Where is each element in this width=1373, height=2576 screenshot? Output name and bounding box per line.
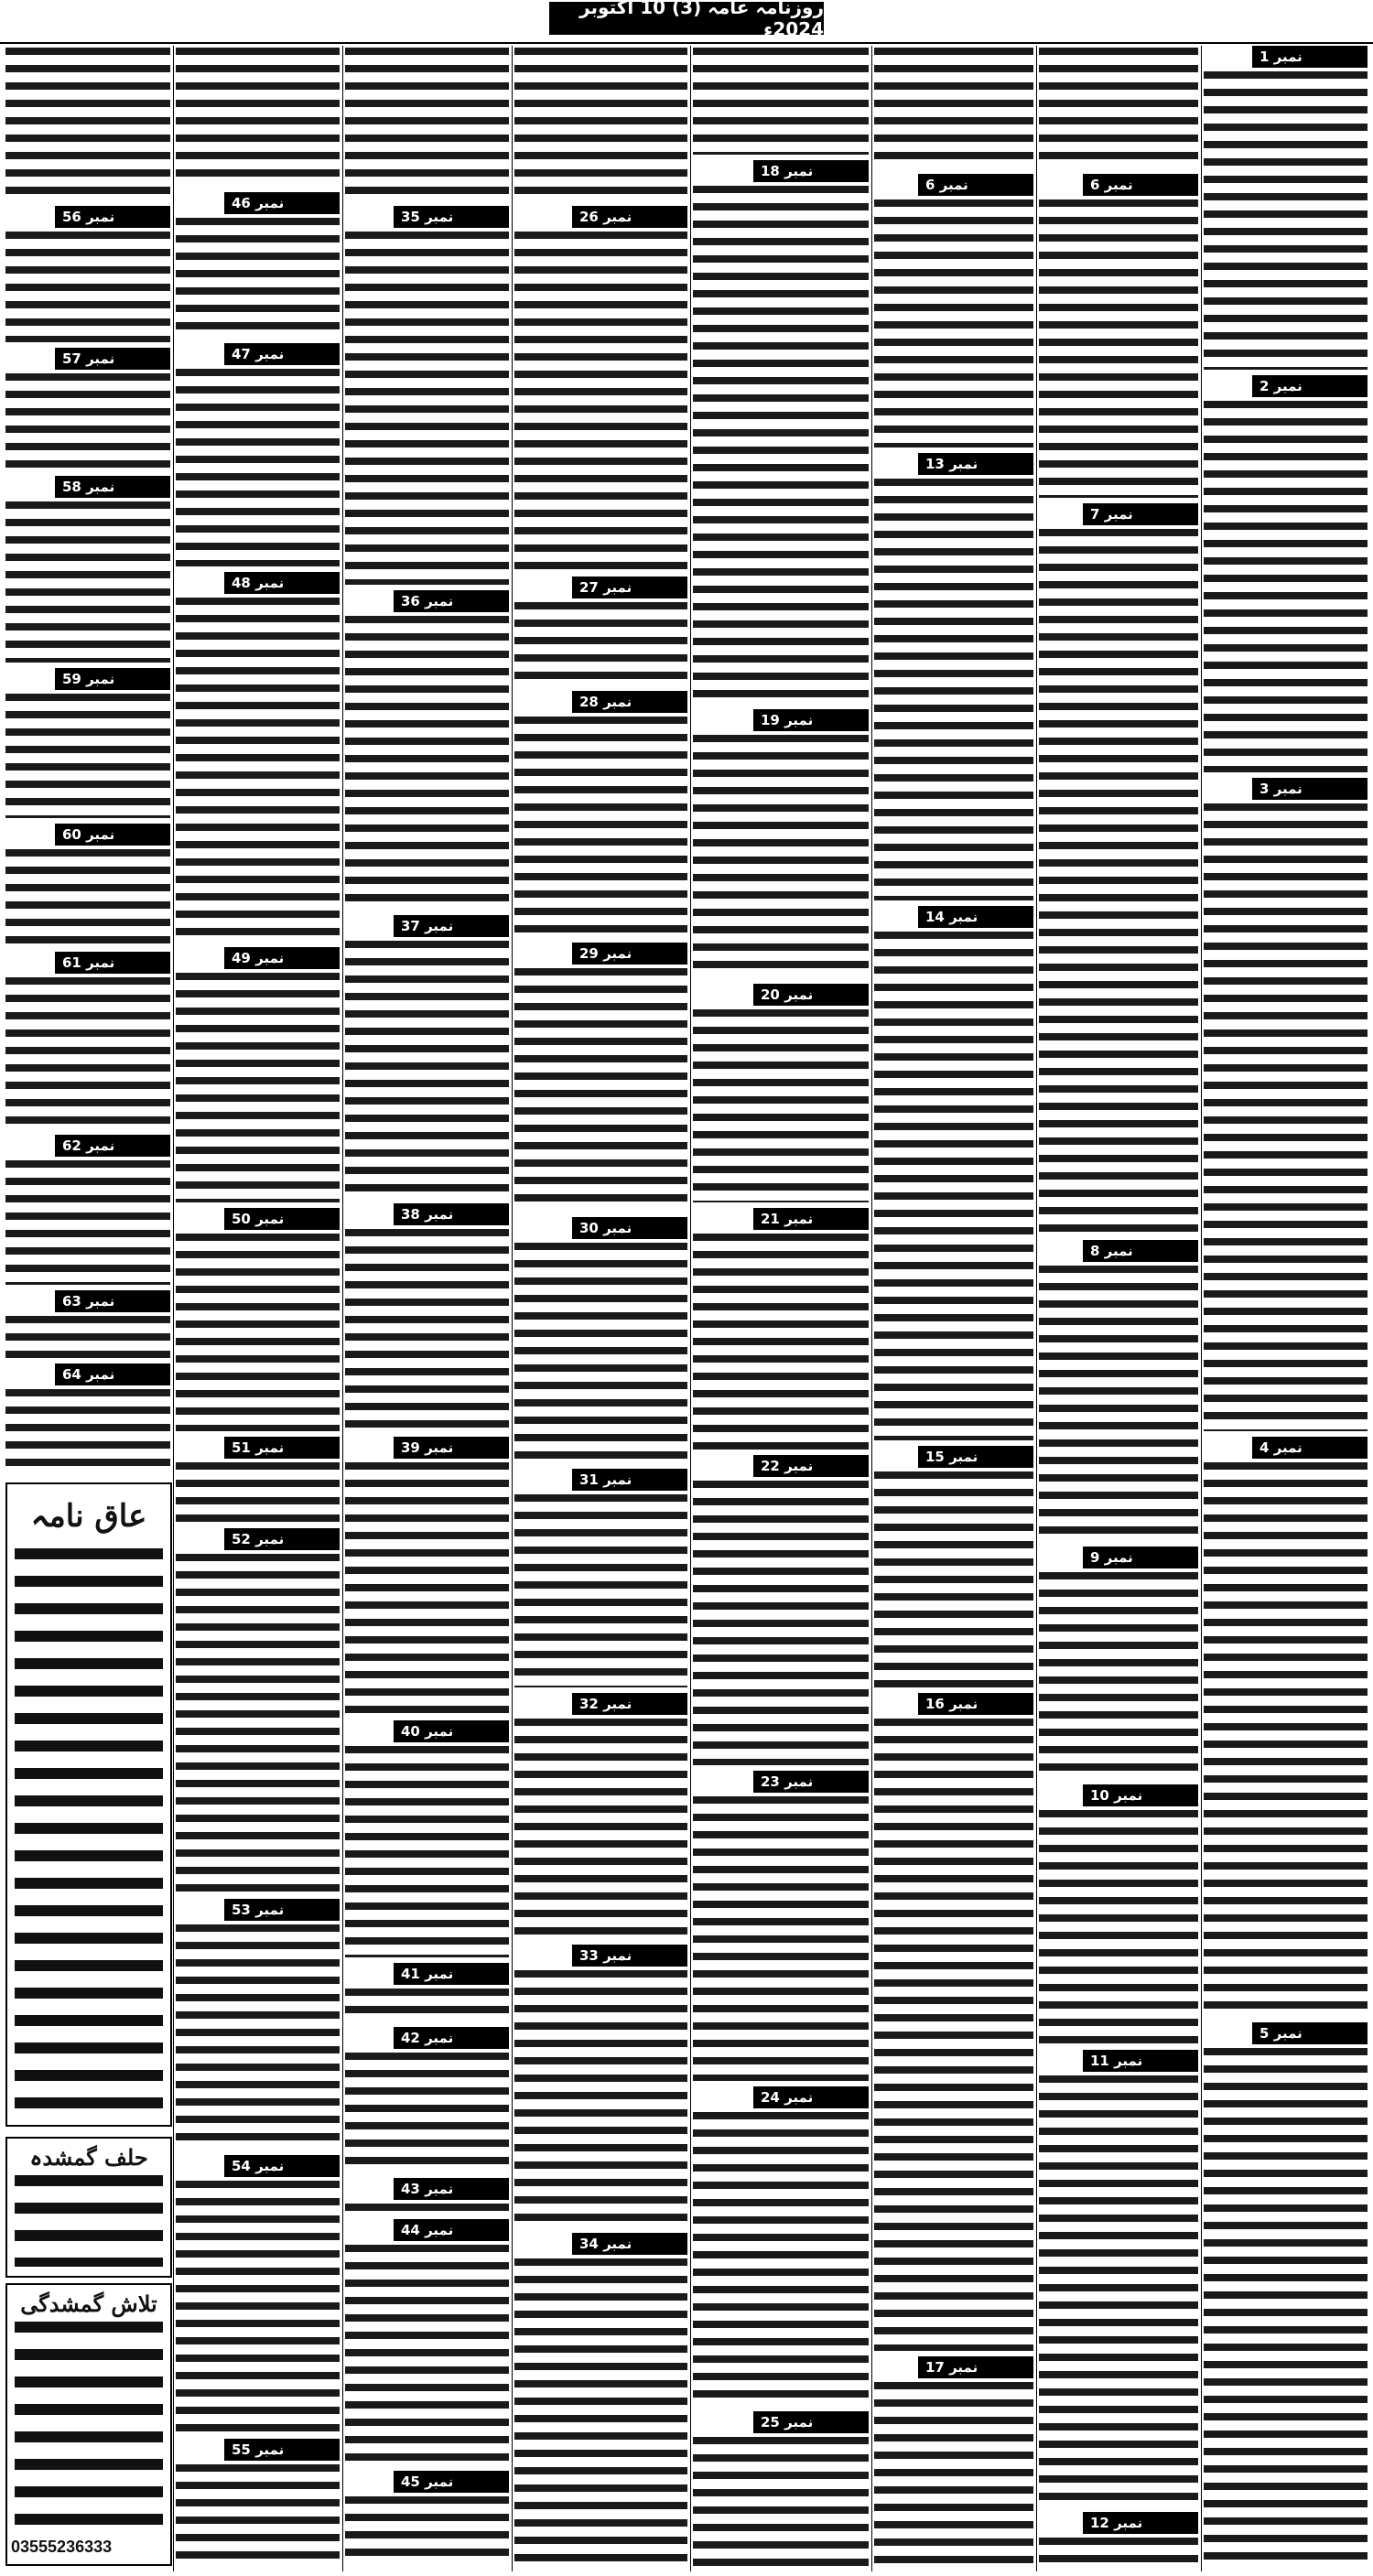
notice-body-lines <box>345 2245 509 2465</box>
notice-text-block <box>872 46 1035 174</box>
notice-number-label: نمبر 42 <box>394 2027 509 2049</box>
notice-body-lines <box>1204 71 1368 370</box>
notice-body-lines <box>514 232 687 571</box>
notice-number-label: نمبر 18 <box>753 160 869 182</box>
notice-number-label: نمبر 60 <box>55 824 170 846</box>
notice-text-block <box>343 46 511 206</box>
column-5 <box>513 46 689 2571</box>
notice-number-label: نمبر 51 <box>224 1437 340 1459</box>
notice-item <box>513 1217 689 1469</box>
notice-item <box>174 2155 341 2439</box>
notice-body-lines <box>345 2496 509 2566</box>
aaq-nama-box <box>5 1482 172 2127</box>
notice-item <box>872 1693 1035 2356</box>
notice-number-label: نمبر 43 <box>394 2178 509 2200</box>
notice-item <box>513 1469 689 1693</box>
notice-number-label: نمبر 52 <box>224 1528 340 1550</box>
notice-body-lines <box>514 2258 687 2566</box>
notice-body-lines <box>5 849 170 946</box>
notice-item <box>1037 503 1200 1240</box>
notice-number-label: نمبر 45 <box>394 2471 509 2493</box>
notice-number-label: نمبر 7 <box>1083 503 1198 525</box>
notice-body-lines <box>874 1471 1033 1687</box>
notice-item <box>513 1693 689 1945</box>
notice-body-lines <box>176 1554 340 1893</box>
notice-body-lines <box>345 2053 509 2172</box>
notice-number-label: نمبر 27 <box>572 577 687 598</box>
notice-number-label: نمبر 44 <box>394 2219 509 2241</box>
notice-number-label: نمبر 25 <box>753 2411 869 2433</box>
notice-item <box>4 952 172 1135</box>
aaq-nama-body <box>15 1548 163 2116</box>
column-rule <box>871 46 872 2571</box>
notice-item <box>872 1446 1035 1693</box>
notice-body-lines <box>1039 1572 1198 1779</box>
notice-item <box>691 1208 870 1455</box>
lost-notice-box <box>5 2137 172 2278</box>
lost-notice-body <box>15 2175 163 2267</box>
notice-item <box>343 2178 511 2219</box>
notice-number-label: نمبر 10 <box>1083 1784 1198 1806</box>
notice-body-lines <box>176 973 340 1202</box>
notice-number-label: نمبر 39 <box>394 1437 509 1459</box>
notice-item <box>343 915 511 1203</box>
notice-text-block <box>174 46 341 192</box>
notice-number-label: نمبر 28 <box>572 691 687 713</box>
notice-body-lines <box>874 2382 1033 2566</box>
column-rule <box>342 46 343 2571</box>
notice-number-label: نمبر 9 <box>1083 1547 1198 1568</box>
column-7 <box>174 46 341 2571</box>
notice-item <box>1202 2022 1369 2571</box>
notice-item <box>513 577 689 691</box>
notice-item <box>1037 2512 1200 2571</box>
notice-body-lines <box>345 232 509 585</box>
notice-body-lines <box>874 199 1033 447</box>
notice-body-lines <box>176 369 340 566</box>
notice-number-label: نمبر 2 <box>1252 375 1368 397</box>
missing-notice-title: تلاش گمشدگی <box>20 2290 157 2317</box>
notice-body-lines <box>176 48 340 187</box>
notice-number-label: نمبر 5 <box>1252 2022 1368 2044</box>
notice-number-label: نمبر 31 <box>572 1469 687 1491</box>
notice-item <box>513 691 689 943</box>
notice-item <box>343 2471 511 2571</box>
notice-body-lines <box>176 218 340 338</box>
notice-item <box>343 1437 511 1720</box>
notice-number-label: نمبر 1 <box>1252 46 1368 68</box>
notice-number-label: نمبر 50 <box>224 1208 340 1230</box>
notice-body-lines <box>693 48 869 155</box>
notice-number-label: نمبر 61 <box>55 952 170 974</box>
notice-body-lines <box>1039 2075 1198 2506</box>
notice-number-label: نمبر 6 <box>1083 174 1198 196</box>
masthead-bar <box>0 0 1373 44</box>
notice-body-lines <box>874 48 1033 168</box>
notice-body-lines <box>693 1234 869 1450</box>
notice-number-label: نمبر 64 <box>55 1363 170 1385</box>
notice-item <box>691 2411 870 2571</box>
notice-item <box>174 343 341 572</box>
notice-body-lines <box>514 968 687 1212</box>
notice-body-lines <box>874 932 1033 1440</box>
notice-item <box>691 984 870 1208</box>
notice-number-label: نمبر 40 <box>394 1720 509 1742</box>
notice-number-label: نمبر 32 <box>572 1693 687 1715</box>
notice-item <box>1037 174 1200 503</box>
notice-number-label: نمبر 48 <box>224 572 340 594</box>
notice-body-lines <box>5 1160 170 1285</box>
column-rule <box>1036 46 1037 2571</box>
notice-item <box>343 2219 511 2471</box>
notice-item <box>691 1455 870 1771</box>
notice-body-lines <box>345 1989 509 2021</box>
notice-item <box>343 1203 511 1437</box>
notice-number-label: نمبر 13 <box>918 453 1033 475</box>
notice-body-lines <box>514 602 687 685</box>
notice-text-block <box>4 46 172 206</box>
notice-body-lines <box>1204 401 1368 772</box>
notice-body-lines <box>5 501 170 663</box>
missing-notice-phone: 03555236333 <box>11 2538 113 2556</box>
notice-item <box>691 160 870 709</box>
notice-item <box>174 1528 341 1899</box>
notice-body-lines <box>1039 2538 1198 2566</box>
notice-item <box>1202 778 1369 1437</box>
notice-number-label: نمبر 30 <box>572 1217 687 1239</box>
notice-body-lines <box>345 1746 509 1957</box>
notice-body-lines <box>176 2181 340 2433</box>
notice-body-lines <box>176 1234 340 1431</box>
notice-item <box>1202 1437 1369 2022</box>
notice-number-label: نمبر 11 <box>1083 2050 1198 2072</box>
notice-body-lines <box>5 373 170 470</box>
notice-body-lines <box>5 232 170 342</box>
notice-number-label: نمبر 17 <box>918 2356 1033 2378</box>
notice-item <box>513 206 689 577</box>
notice-number-label: نمبر 63 <box>55 1290 170 1312</box>
notice-item <box>4 476 172 668</box>
notice-body-lines <box>1039 1266 1198 1541</box>
notice-body-lines <box>1039 48 1198 168</box>
notice-item <box>872 453 1035 906</box>
notice-number-label: نمبر 62 <box>55 1135 170 1157</box>
notice-number-label: نمبر 22 <box>753 1455 869 1477</box>
notice-item <box>872 906 1035 1446</box>
notice-item <box>174 1899 341 2155</box>
notice-item <box>343 590 511 915</box>
notice-body-lines <box>5 977 170 1129</box>
notice-item <box>1202 46 1369 375</box>
notice-body-lines <box>5 1316 170 1358</box>
notice-body-lines <box>5 48 170 200</box>
notice-body-lines <box>345 616 509 910</box>
column-rule <box>690 46 691 2571</box>
notice-body-lines <box>345 1462 509 1715</box>
missing-notice-body <box>15 2322 163 2531</box>
column-3 <box>872 46 1035 2571</box>
notice-item <box>1037 2050 1200 2512</box>
notice-text-block <box>691 46 870 160</box>
notice-body-lines <box>514 1494 687 1687</box>
notice-item <box>343 206 511 590</box>
notice-body-lines <box>514 48 687 200</box>
notice-number-label: نمبر 16 <box>918 1693 1033 1715</box>
notice-item <box>4 824 172 952</box>
notice-item <box>513 943 689 1217</box>
notice-item <box>174 947 341 1208</box>
column-rule <box>512 46 513 2571</box>
notice-item <box>513 1945 689 2233</box>
notice-body-lines <box>693 1009 869 1202</box>
notice-number-label: نمبر 6 <box>918 174 1033 196</box>
notice-number-label: نمبر 21 <box>753 1208 869 1230</box>
notice-item <box>174 1437 341 1528</box>
notice-item <box>174 192 341 343</box>
notice-body-lines <box>176 598 340 942</box>
notice-body-lines <box>345 1229 509 1431</box>
notice-body-lines <box>345 941 509 1198</box>
notice-body-lines <box>514 1719 687 1939</box>
column-4 <box>691 46 870 2571</box>
notice-item <box>691 709 870 984</box>
notice-number-label: نمبر 49 <box>224 947 340 969</box>
aaq-nama-title: عاق نامہ <box>30 1498 147 1535</box>
notice-number-label: نمبر 4 <box>1252 1437 1368 1459</box>
column-6 <box>343 46 511 2571</box>
missing-notice-box <box>5 2283 172 2566</box>
notice-item <box>1202 375 1369 778</box>
notice-body-lines <box>1204 2048 1368 2566</box>
notice-number-label: نمبر 23 <box>753 1771 869 1793</box>
notice-number-label: نمبر 29 <box>572 943 687 965</box>
notice-item <box>872 2356 1035 2571</box>
notice-number-label: نمبر 35 <box>394 206 509 228</box>
notice-item <box>174 572 341 947</box>
notice-body-lines <box>176 1462 340 1523</box>
notice-number-label: نمبر 34 <box>572 2233 687 2255</box>
notice-number-label: نمبر 41 <box>394 1963 509 1985</box>
notice-body-lines <box>5 1389 170 1468</box>
notice-text-block <box>1037 46 1200 174</box>
notice-text-block <box>513 46 689 206</box>
notice-body-lines <box>693 1796 869 2081</box>
notice-body-lines <box>1039 529 1198 1234</box>
notice-number-label: نمبر 59 <box>55 668 170 690</box>
notice-body-lines <box>1204 803 1368 1431</box>
masthead-title: روزنامہ عامہ (3) 10 اکتوبر 2024ء <box>549 2 824 35</box>
notice-body-lines <box>874 479 1033 900</box>
column-rule <box>1201 46 1202 2571</box>
notice-item <box>174 2439 341 2571</box>
notice-item <box>343 1720 511 1963</box>
notice-number-label: نمبر 58 <box>55 476 170 498</box>
notice-item <box>174 1208 341 1437</box>
notice-number-label: نمبر 54 <box>224 2155 340 2177</box>
notice-item <box>1037 1240 1200 1547</box>
notice-body-lines <box>693 2112 869 2406</box>
notice-number-label: نمبر 46 <box>224 192 340 214</box>
column-rule <box>173 46 174 2571</box>
notice-body-lines <box>5 694 170 818</box>
notice-number-label: نمبر 55 <box>224 2439 340 2461</box>
notice-number-label: نمبر 53 <box>224 1899 340 1921</box>
notice-number-label: نمبر 20 <box>753 984 869 1006</box>
notice-item <box>4 1135 172 1290</box>
column-2 <box>1037 46 1200 2571</box>
notice-body-lines <box>874 1719 1033 2351</box>
notice-number-label: نمبر 14 <box>918 906 1033 928</box>
notice-item <box>4 668 172 824</box>
notice-item <box>4 1290 172 1363</box>
notice-body-lines <box>514 1970 687 2227</box>
notice-body-lines <box>345 48 509 200</box>
notice-item <box>1037 1547 1200 1784</box>
notice-number-label: نمبر 3 <box>1252 778 1368 800</box>
notice-number-label: نمبر 47 <box>224 343 340 365</box>
notice-body-lines <box>1039 1810 1198 2044</box>
notice-item <box>513 2233 689 2571</box>
notice-item <box>4 1363 172 1473</box>
notice-item <box>4 206 172 348</box>
notice-number-label: نمبر 19 <box>753 709 869 731</box>
notice-number-label: نمبر 57 <box>55 348 170 370</box>
notice-number-label: نمبر 8 <box>1083 1240 1198 1262</box>
notice-item <box>1037 1784 1200 2050</box>
notice-body-lines <box>514 717 687 937</box>
notice-number-label: نمبر 15 <box>918 1446 1033 1468</box>
lost-notice-title: حلف گمشدہ <box>29 2144 148 2171</box>
notice-body-lines <box>693 735 869 978</box>
notice-item <box>343 1963 511 2027</box>
notice-item <box>691 1771 870 2086</box>
column-1 <box>1202 46 1369 2571</box>
notice-body-lines <box>693 2437 869 2566</box>
notice-item <box>872 174 1035 453</box>
notice-number-label: نمبر 37 <box>394 915 509 937</box>
notice-body-lines <box>1039 199 1198 498</box>
notice-number-label: نمبر 33 <box>572 1945 687 1967</box>
notice-number-label: نمبر 38 <box>394 1203 509 1225</box>
notice-body-lines <box>514 1243 687 1463</box>
notice-item <box>343 2027 511 2178</box>
notice-body-lines <box>693 186 869 704</box>
notice-item <box>691 2086 870 2411</box>
notice-number-label: نمبر 36 <box>394 590 509 612</box>
notice-body-lines <box>693 1481 869 1765</box>
notice-number-label: نمبر 26 <box>572 206 687 228</box>
notice-body-lines <box>176 1924 340 2150</box>
notice-body-lines <box>345 2204 509 2214</box>
notice-number-label: نمبر 24 <box>753 2086 869 2108</box>
notice-body-lines <box>176 2464 340 2566</box>
notice-body-lines <box>1204 1462 1368 2017</box>
notice-number-label: نمبر 12 <box>1083 2512 1198 2534</box>
notice-number-label: نمبر 56 <box>55 206 170 228</box>
notice-item <box>4 348 172 476</box>
